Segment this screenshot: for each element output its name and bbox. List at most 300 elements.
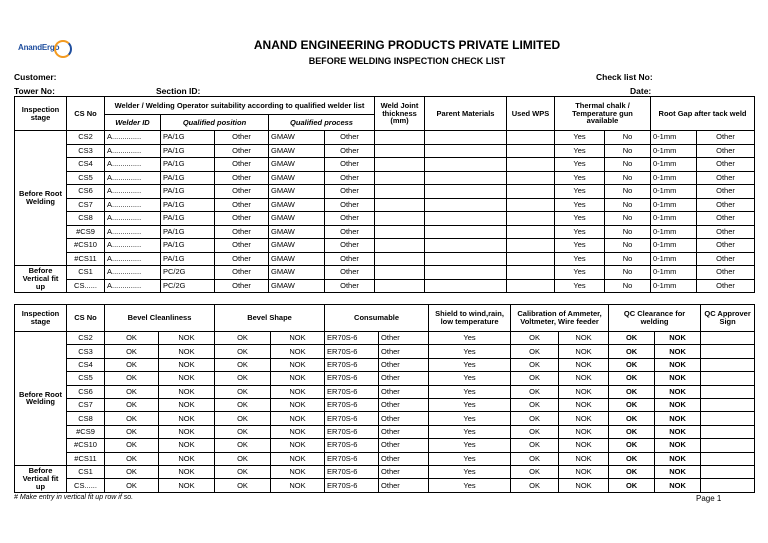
cs-no-cell: #CS11 [67, 252, 105, 266]
welder-id-cell: A.............. [105, 252, 161, 266]
table-row [15, 452, 755, 465]
bevel-shape-nok-cell: NOK [271, 479, 325, 492]
parent-materials-cell[interactable] [425, 185, 507, 199]
welder-id-cell: A.............. [105, 279, 161, 293]
cs-no-cell: CS2 [67, 332, 105, 345]
thermal-yes-cell: Yes [555, 171, 605, 185]
position-other-cell: Other [215, 239, 269, 253]
bevel-shape-nok-cell: NOK [271, 372, 325, 385]
root-gap-other-cell: Other [697, 144, 755, 158]
thermal-no-cell: No [605, 212, 651, 226]
qualified-position-cell: PA/1G [161, 239, 215, 253]
parent-materials-cell[interactable] [425, 131, 507, 145]
root-gap-other-cell: Other [697, 185, 755, 199]
welder-id-cell: A.............. [105, 171, 161, 185]
welder-id-cell: A.............. [105, 239, 161, 253]
header-thermal-chalk: Thermal chalk / Temperature gun available [555, 97, 651, 131]
header-calibration: Calibration of Ammeter, Voltmeter, Wire feeder [511, 305, 609, 332]
table-row [15, 332, 755, 345]
bevel-clean-ok-cell: OK [105, 372, 159, 385]
consumable-cell: ER70S-6 [325, 385, 379, 398]
qc-approver-sign-cell[interactable] [701, 345, 755, 358]
cs-no-cell: CS8 [67, 212, 105, 226]
bevel-clean-ok-cell: OK [105, 332, 159, 345]
position-other-cell: Other [215, 158, 269, 172]
consumable-cell: ER70S-6 [325, 452, 379, 465]
header-qualified-process: Qualified process [269, 115, 375, 131]
bevel-clean-nok-cell: NOK [159, 439, 215, 452]
root-gap-other-cell: Other [697, 212, 755, 226]
bevel-clean-nok-cell: NOK [159, 465, 215, 478]
header-used-wps: Used WPS [507, 97, 555, 131]
bevel-shape-nok-cell: NOK [271, 425, 325, 438]
bevel-clean-ok-cell: OK [105, 439, 159, 452]
weld-joint-thickness-cell[interactable] [375, 131, 425, 145]
shield-cell: Yes [429, 439, 511, 452]
weld-joint-thickness-cell[interactable] [375, 212, 425, 226]
used-wps-cell[interactable] [507, 131, 555, 145]
calibration-ok-cell: OK [511, 358, 559, 371]
thermal-yes-cell: Yes [555, 239, 605, 253]
qc-ok-cell: OK [609, 385, 655, 398]
bevel-clean-nok-cell: NOK [159, 372, 215, 385]
header-weld-joint-thickness: Weld Joint thickness (mm) [375, 97, 425, 131]
qualified-position-cell: PA/1G [161, 158, 215, 172]
qc-ok-cell: OK [609, 398, 655, 411]
consumable-cell: ER70S-6 [325, 439, 379, 452]
qc-approver-sign-cell[interactable] [701, 398, 755, 411]
header-welder-id: Welder ID [105, 115, 161, 131]
bevel-clean-ok-cell: OK [105, 479, 159, 492]
table-row [15, 479, 755, 492]
parent-materials-cell[interactable] [425, 212, 507, 226]
qc-approver-sign-cell[interactable] [701, 412, 755, 425]
qualified-process-cell: GMAW [269, 225, 325, 239]
calibration-ok-cell: OK [511, 398, 559, 411]
bevel-shape-ok-cell: OK [215, 372, 271, 385]
consumable-cell: ER70S-6 [325, 398, 379, 411]
bevel-clean-nok-cell: NOK [159, 412, 215, 425]
bevel-shape-ok-cell: OK [215, 439, 271, 452]
bevel-clean-nok-cell: NOK [159, 425, 215, 438]
weld-joint-thickness-cell[interactable] [375, 158, 425, 172]
cs-no-cell: CS8 [67, 412, 105, 425]
company-title: ANAND ENGINEERING PRODUCTS PRIVATE LIMITED [253, 38, 561, 52]
consumable-cell: ER70S-6 [325, 425, 379, 438]
parent-materials-cell[interactable] [425, 158, 507, 172]
welder-id-cell: A.............. [105, 185, 161, 199]
cs-no-cell: #CS11 [67, 452, 105, 465]
used-wps-cell[interactable] [507, 144, 555, 158]
header-shield: Shield to wind,rain, low temperature [429, 305, 511, 332]
shield-cell: Yes [429, 412, 511, 425]
qc-approver-sign-cell[interactable] [701, 425, 755, 438]
root-gap-value-cell: 0-1mm [651, 158, 697, 172]
weld-joint-thickness-cell[interactable] [375, 144, 425, 158]
welder-id-cell: A.............. [105, 212, 161, 226]
root-gap-value-cell: 0-1mm [651, 225, 697, 239]
qc-nok-cell: NOK [655, 332, 701, 345]
qualified-position-cell: PC/2G [161, 266, 215, 280]
parent-materials-cell[interactable] [425, 279, 507, 293]
bevel-shape-nok-cell: NOK [271, 412, 325, 425]
position-other-cell: Other [215, 185, 269, 199]
table-row [15, 266, 755, 280]
position-other-cell: Other [215, 252, 269, 266]
bevel-shape-ok-cell: OK [215, 385, 271, 398]
used-wps-cell[interactable] [507, 198, 555, 212]
table-row [15, 372, 755, 385]
qc-approver-sign-cell[interactable] [701, 479, 755, 492]
header-cs-no-2: CS No [67, 305, 105, 332]
qc-approver-sign-cell[interactable] [701, 452, 755, 465]
consumable-other-cell: Other [379, 358, 429, 371]
used-wps-cell[interactable] [507, 212, 555, 226]
table-row [15, 385, 755, 398]
consumable-other-cell: Other [379, 345, 429, 358]
table-row [15, 171, 755, 185]
section-label: Section ID: [156, 86, 201, 96]
shield-cell: Yes [429, 372, 511, 385]
qc-approver-sign-cell[interactable] [701, 465, 755, 478]
consumable-cell: ER70S-6 [325, 332, 379, 345]
table-row [15, 345, 755, 358]
page-number: Page 1 [696, 494, 722, 503]
calibration-nok-cell: NOK [559, 332, 609, 345]
used-wps-cell[interactable] [507, 171, 555, 185]
root-gap-other-cell: Other [697, 252, 755, 266]
process-other-cell: Other [325, 158, 375, 172]
cs-no-cell: CS5 [67, 171, 105, 185]
thermal-no-cell: No [605, 239, 651, 253]
root-gap-other-cell: Other [697, 171, 755, 185]
used-wps-cell[interactable] [507, 239, 555, 253]
process-other-cell: Other [325, 185, 375, 199]
qc-nok-cell: NOK [655, 479, 701, 492]
cs-no-cell: CS3 [67, 345, 105, 358]
weld-joint-thickness-cell[interactable] [375, 252, 425, 266]
cs-no-cell: CS4 [67, 358, 105, 371]
header-qc-approver-sign: QC Approver Sign [701, 305, 755, 332]
bevel-shape-nok-cell: NOK [271, 332, 325, 345]
process-other-cell: Other [325, 131, 375, 145]
qc-ok-cell: OK [609, 332, 655, 345]
calibration-nok-cell: NOK [559, 345, 609, 358]
qc-ok-cell: OK [609, 425, 655, 438]
bevel-shape-ok-cell: OK [215, 425, 271, 438]
bevel-clean-ok-cell: OK [105, 398, 159, 411]
consumable-cell: ER70S-6 [325, 358, 379, 371]
parent-materials-cell[interactable] [425, 225, 507, 239]
cs-no-cell: CS3 [67, 144, 105, 158]
position-other-cell: Other [215, 131, 269, 145]
table-row [15, 398, 755, 411]
weld-joint-thickness-cell[interactable] [375, 171, 425, 185]
header-welder-suitability: Welder / Welding Operator suitability according to qualified welder list [105, 97, 375, 115]
root-gap-other-cell: Other [697, 239, 755, 253]
qualified-process-cell: GMAW [269, 144, 325, 158]
consumable-cell: ER70S-6 [325, 412, 379, 425]
root-gap-value-cell: 0-1mm [651, 198, 697, 212]
qc-approver-sign-cell[interactable] [701, 332, 755, 345]
qc-ok-cell: OK [609, 479, 655, 492]
thermal-no-cell: No [605, 171, 651, 185]
welder-id-cell: A.............. [105, 144, 161, 158]
bevel-shape-ok-cell: OK [215, 398, 271, 411]
qualified-position-cell: PA/1G [161, 131, 215, 145]
root-gap-value-cell: 0-1mm [651, 185, 697, 199]
bevel-clean-ok-cell: OK [105, 465, 159, 478]
shield-cell: Yes [429, 425, 511, 438]
consumable-cell: ER70S-6 [325, 345, 379, 358]
calibration-nok-cell: NOK [559, 425, 609, 438]
footnote: # Make entry in vertical fit up row if so. [14, 494, 134, 501]
bevel-shape-ok-cell: OK [215, 479, 271, 492]
consumable-other-cell: Other [379, 425, 429, 438]
used-wps-cell[interactable] [507, 158, 555, 172]
parent-materials-cell[interactable] [425, 239, 507, 253]
bevel-shape-nok-cell: NOK [271, 385, 325, 398]
consumable-other-cell: Other [379, 479, 429, 492]
thermal-yes-cell: Yes [555, 198, 605, 212]
table-row [15, 465, 755, 478]
shield-cell: Yes [429, 345, 511, 358]
bevel-clean-ok-cell: OK [105, 412, 159, 425]
weld-joint-thickness-cell[interactable] [375, 198, 425, 212]
calibration-nok-cell: NOK [559, 385, 609, 398]
root-gap-other-cell: Other [697, 225, 755, 239]
consumable-other-cell: Other [379, 412, 429, 425]
parent-materials-cell[interactable] [425, 144, 507, 158]
table-row [15, 239, 755, 253]
qc-nok-cell: NOK [655, 412, 701, 425]
bevel-clean-nok-cell: NOK [159, 358, 215, 371]
qc-nok-cell: NOK [655, 465, 701, 478]
bevel-shape-nok-cell: NOK [271, 452, 325, 465]
qc-approver-sign-cell[interactable] [701, 358, 755, 371]
bevel-clean-nok-cell: NOK [159, 332, 215, 345]
bevel-shape-ok-cell: OK [215, 345, 271, 358]
calibration-nok-cell: NOK [559, 412, 609, 425]
root-gap-value-cell: 0-1mm [651, 212, 697, 226]
qc-ok-cell: OK [609, 465, 655, 478]
cs-no-cell: CS7 [67, 198, 105, 212]
bevel-shape-ok-cell: OK [215, 358, 271, 371]
cs-no-cell: CS1 [67, 266, 105, 280]
consumable-other-cell: Other [379, 452, 429, 465]
qualified-process-cell: GMAW [269, 212, 325, 226]
consumable-cell: ER70S-6 [325, 372, 379, 385]
root-gap-other-cell: Other [697, 198, 755, 212]
consumable-other-cell: Other [379, 465, 429, 478]
used-wps-cell[interactable] [507, 185, 555, 199]
date-label: Date: [630, 86, 652, 96]
bevel-clean-nok-cell: NOK [159, 479, 215, 492]
header-inspection-stage-2: Inspection stage [15, 305, 67, 332]
table-row [15, 131, 755, 145]
consumable-other-cell: Other [379, 385, 429, 398]
cs-no-cell: CS7 [67, 398, 105, 411]
welder-id-cell: A.............. [105, 266, 161, 280]
cs-no-cell: CS6 [67, 385, 105, 398]
process-other-cell: Other [325, 266, 375, 280]
cs-no-cell: #CS9 [67, 425, 105, 438]
bevel-shape-ok-cell: OK [215, 412, 271, 425]
position-other-cell: Other [215, 266, 269, 280]
qc-nok-cell: NOK [655, 345, 701, 358]
qc-ok-cell: OK [609, 372, 655, 385]
qc-nok-cell: NOK [655, 372, 701, 385]
thermal-no-cell: No [605, 144, 651, 158]
qualified-process-cell: GMAW [269, 266, 325, 280]
weld-joint-thickness-cell[interactable] [375, 185, 425, 199]
qualified-process-cell: GMAW [269, 171, 325, 185]
parent-materials-cell[interactable] [425, 171, 507, 185]
bevel-clean-ok-cell: OK [105, 425, 159, 438]
header-qualified-position: Qualified position [161, 115, 269, 131]
used-wps-cell[interactable] [507, 225, 555, 239]
calibration-ok-cell: OK [511, 439, 559, 452]
qualified-process-cell: GMAW [269, 158, 325, 172]
qc-nok-cell: NOK [655, 385, 701, 398]
consumable-other-cell: Other [379, 439, 429, 452]
thermal-no-cell: No [605, 185, 651, 199]
qc-approver-sign-cell[interactable] [701, 372, 755, 385]
bevel-clean-ok-cell: OK [105, 385, 159, 398]
thermal-yes-cell: Yes [555, 279, 605, 293]
qualified-process-cell: GMAW [269, 279, 325, 293]
calibration-ok-cell: OK [511, 385, 559, 398]
tower-label: Tower No: [14, 86, 55, 96]
welder-id-cell: A.............. [105, 158, 161, 172]
process-other-cell: Other [325, 225, 375, 239]
position-other-cell: Other [215, 144, 269, 158]
qualified-position-cell: PA/1G [161, 198, 215, 212]
cs-no-cell: CS...... [67, 279, 105, 293]
bevel-clean-ok-cell: OK [105, 345, 159, 358]
weld-joint-thickness-cell[interactable] [375, 239, 425, 253]
shield-cell: Yes [429, 398, 511, 411]
cs-no-cell: CS5 [67, 372, 105, 385]
thermal-no-cell: No [605, 266, 651, 280]
bevel-clean-nok-cell: NOK [159, 452, 215, 465]
used-wps-cell[interactable] [507, 266, 555, 280]
inspection-stage-cell: Before Root Welding [15, 131, 67, 266]
parent-materials-cell[interactable] [425, 266, 507, 280]
header-parent-materials: Parent Materials [425, 97, 507, 131]
qualified-process-cell: GMAW [269, 198, 325, 212]
bevel-clean-ok-cell: OK [105, 452, 159, 465]
qualified-position-cell: PC/2G [161, 279, 215, 293]
thermal-no-cell: No [605, 225, 651, 239]
position-other-cell: Other [215, 279, 269, 293]
bevel-shape-ok-cell: OK [215, 465, 271, 478]
bevel-shape-ok-cell: OK [215, 452, 271, 465]
qualified-process-cell: GMAW [269, 131, 325, 145]
root-gap-other-cell: Other [697, 131, 755, 145]
calibration-nok-cell: NOK [559, 372, 609, 385]
qc-ok-cell: OK [609, 412, 655, 425]
table-row [15, 252, 755, 266]
inspection-stage-cell: Before Vertical fit up [15, 266, 67, 293]
preparation-check-table [14, 304, 755, 493]
position-other-cell: Other [215, 171, 269, 185]
parent-materials-cell[interactable] [425, 198, 507, 212]
position-other-cell: Other [215, 225, 269, 239]
qc-ok-cell: OK [609, 345, 655, 358]
table-row [15, 225, 755, 239]
header-inspection-stage: Inspection stage [15, 97, 67, 131]
qc-nok-cell: NOK [655, 439, 701, 452]
bevel-shape-nok-cell: NOK [271, 465, 325, 478]
process-other-cell: Other [325, 198, 375, 212]
thermal-yes-cell: Yes [555, 131, 605, 145]
qualified-process-cell: GMAW [269, 185, 325, 199]
qc-ok-cell: OK [609, 439, 655, 452]
used-wps-cell[interactable] [507, 279, 555, 293]
table-row [15, 425, 755, 438]
process-other-cell: Other [325, 239, 375, 253]
qualified-position-cell: PA/1G [161, 185, 215, 199]
bevel-shape-nok-cell: NOK [271, 345, 325, 358]
used-wps-cell[interactable] [507, 252, 555, 266]
bevel-shape-ok-cell: OK [215, 332, 271, 345]
cs-no-cell: CS...... [67, 479, 105, 492]
consumable-cell: ER70S-6 [325, 479, 379, 492]
table-row [15, 279, 755, 293]
root-gap-value-cell: 0-1mm [651, 239, 697, 253]
header-bevel-shape: Bevel Shape [215, 305, 325, 332]
qc-approver-sign-cell[interactable] [701, 385, 755, 398]
shield-cell: Yes [429, 452, 511, 465]
parent-materials-cell[interactable] [425, 252, 507, 266]
table-row [15, 358, 755, 371]
root-gap-other-cell: Other [697, 279, 755, 293]
bevel-clean-nok-cell: NOK [159, 398, 215, 411]
qc-approver-sign-cell[interactable] [701, 439, 755, 452]
shield-cell: Yes [429, 358, 511, 371]
qc-nok-cell: NOK [655, 358, 701, 371]
weld-joint-thickness-cell[interactable] [375, 279, 425, 293]
shield-cell: Yes [429, 465, 511, 478]
cs-no-cell: CS4 [67, 158, 105, 172]
inspection-stage-cell: Before Root Welding [15, 332, 67, 466]
process-other-cell: Other [325, 279, 375, 293]
process-other-cell: Other [325, 171, 375, 185]
thermal-yes-cell: Yes [555, 144, 605, 158]
process-other-cell: Other [325, 212, 375, 226]
table-row [15, 412, 755, 425]
cs-no-cell: CS6 [67, 185, 105, 199]
calibration-ok-cell: OK [511, 345, 559, 358]
root-gap-value-cell: 0-1mm [651, 279, 697, 293]
shield-cell: Yes [429, 479, 511, 492]
weld-joint-thickness-cell[interactable] [375, 266, 425, 280]
process-other-cell: Other [325, 252, 375, 266]
root-gap-other-cell: Other [697, 266, 755, 280]
calibration-ok-cell: OK [511, 372, 559, 385]
document-subtitle: BEFORE WELDING INSPECTION CHECK LIST [308, 56, 506, 66]
process-other-cell: Other [325, 144, 375, 158]
bevel-shape-nok-cell: NOK [271, 358, 325, 371]
calibration-ok-cell: OK [511, 412, 559, 425]
cs-no-cell: CS2 [67, 131, 105, 145]
qc-nok-cell: NOK [655, 398, 701, 411]
weld-joint-thickness-cell[interactable] [375, 225, 425, 239]
header-qc-clearance: QC Clearance for welding [609, 305, 701, 332]
cs-no-cell: #CS9 [67, 225, 105, 239]
table-row [15, 185, 755, 199]
